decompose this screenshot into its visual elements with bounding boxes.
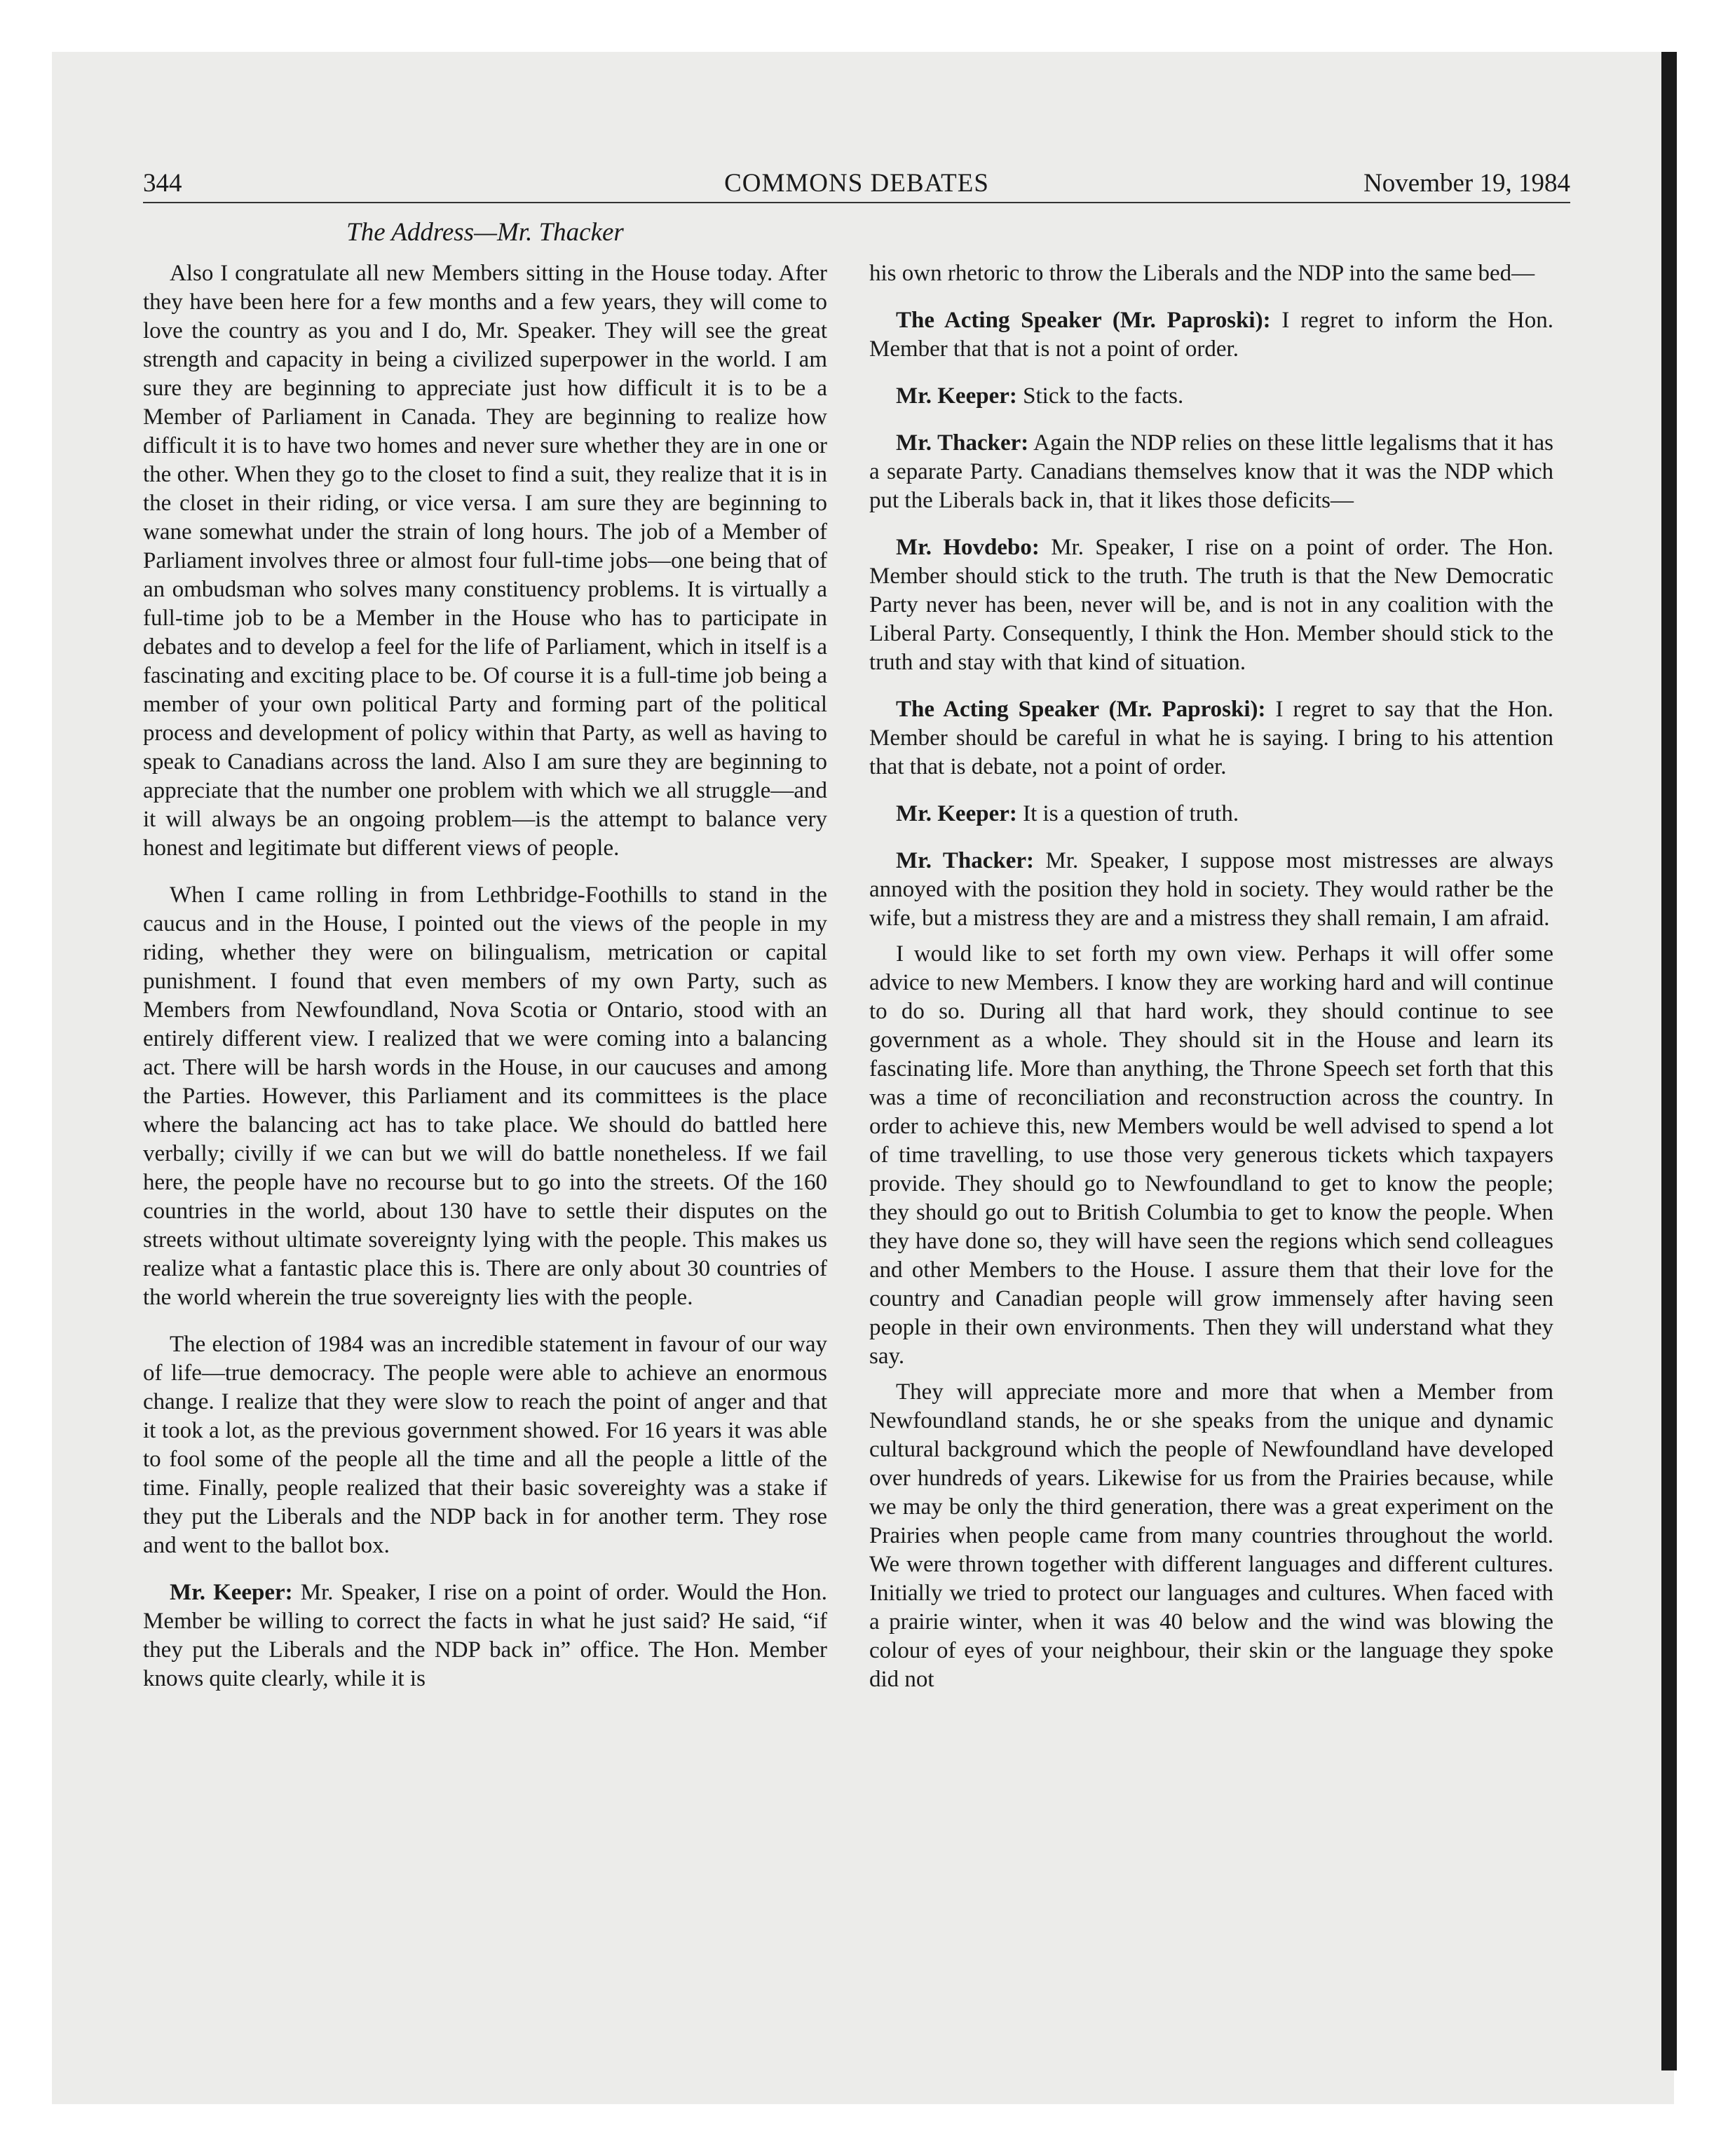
- paragraph: [869, 800, 1553, 828]
- paragraph: [143, 881, 827, 1312]
- speaker-name: Mr. Hovdebo:: [896, 535, 1040, 560]
- paragraph-text: Mr. Speaker, I suppose most mistresses are always annoyed with the position they hold in society. They would rather be the wife, but a mistress they are and a mistress they shall remain, I am afraid.: [869, 848, 1553, 931]
- paragraph: [869, 940, 1553, 1371]
- paragraph: [143, 259, 827, 863]
- speaker-name: Mr. Keeper:: [170, 1580, 293, 1605]
- paragraph-text: Again the NDP relies on these little legalisms that it has a separate Party. Canadians themselves know that it was the NDP which put the Liberals back in, that it likes those deficits—: [869, 430, 1553, 513]
- speaker-name: Mr. Keeper:: [896, 801, 1017, 826]
- paragraph-text: The election of 1984 was an incredible statement in favour of our way of life—true democracy. The people were able to achieve an enormous change. I realize that they were slow to reach the point of anger and that it took a lot, as the previous government showed. For 16 years it was able to fool some of the people all the time and all the people a little of the time. Finally, people realized that their basic sovereighty was a stake if they put the Liberals and the NDP back in for another term. They rose and went to the ballot box.: [143, 1332, 827, 1558]
- publication-title: COMMONS DEBATES: [724, 169, 989, 198]
- running-head: The Address—Mr. Thacker: [346, 218, 624, 247]
- paragraph: [143, 1578, 827, 1693]
- paragraph: [869, 259, 1553, 288]
- paragraph-text: Also I congratulate all new Members sitting in the House today. After they have been here for a few months and a few years, they will come to love the country as you and I do, Mr. Speaker. They will see the great strength and capacity in being a civilized superpower in the world. I am sure they are beginning to appreciate just how difficult it is to be a Member of Parliament in Canada. They are beginning to realize how difficult it is to have two homes and never sure whether they are in one or the other. When they go to the closet to find a suit, they realize that it is in the closet in their riding, or vice versa. I am sure they are beginning to wane somewhat under the strain of long hours. The job of a Member of Parliament involves three or almost four full-time jobs—one being that of an ombudsman who solves many constituency problems. It is virtually a full-time job to be a Member in the House who has to participate in debates and to develop a feel for the life of Parliament, which in itself is a fascinating and exciting place to be. Of course it is a full-time job being a member of your own political Party and forming part of the political process and development of policy within that Party, as well as having to speak to Canadians across the land. Also I am sure they are beginning to appreciate that the number one problem with which we all struggle—and it will always be an ongoing problem—is the attempt to balance very honest and legitimate but different views of people.: [143, 261, 827, 861]
- paragraph: [869, 1378, 1553, 1694]
- scan-edge-shadow: [1661, 52, 1677, 2070]
- paragraph: [869, 695, 1553, 782]
- paragraph: [869, 533, 1553, 677]
- publication-date: November 19, 1984: [1363, 169, 1570, 198]
- paragraph: [869, 382, 1553, 411]
- speaker-name: The Acting Speaker (Mr. Paproski):: [896, 697, 1266, 722]
- left-column: [143, 259, 827, 1712]
- paragraph-text: Mr. Speaker, I rise on a point of order. Would the Hon. Member be willing to correct the facts in what he just said? He said, “if they put the Liberals and the NDP back in” office. The Hon. Member knows quite clearly, while it is: [143, 1580, 827, 1691]
- right-column: [869, 259, 1553, 1701]
- page-number: 344: [143, 169, 182, 198]
- speaker-name: Mr. Thacker:: [896, 848, 1035, 873]
- paragraph-text: I would like to set forth my own view. Perhaps it will offer some advice to new Members. I know they are working hard and will continue to do so. During all that hard work, they should continue to see government as a whole. They should sit in the House and learn its fascinating life. More than anything, the Throne Speech set forth that this was a time of reconciliation and reconstruction across the country. In order to achieve this, new Members would be well advised to spend a lot of time travelling, to use those very generous tickets which taxpayers provide. They should go to Newfoundland to get to know the people; they should go out to British Columbia to get to know the people. When they have done so, they will have seen the regions which send colleagues and other Members to the House. I assure them that their love for the country and Canadian people will grow immensely after having seen people in their own environments. Then they will understand what they say.: [869, 941, 1553, 1369]
- paragraph-text: I regret to inform the Hon. Member that that is not a point of order.: [869, 308, 1554, 362]
- paragraph-text: They will appreciate more and more that when a Member from Newfoundland stands, he or she speaks from the unique and dynamic cultural background which the people of Newfoundland have developed over hundreds of years. Likewise for us from the Prairies because, while we may be only the third generation, there was a great experiment on the Prairies when people came from many countries throughout the world. We were thrown together with different languages and different cultures. Initially we tried to protect our languages and cultures. When faced with a prairie winter, when it was 40 below and the wind was blowing the colour of eyes of your neighbour, their skin or the language they spoke did not: [869, 1379, 1553, 1692]
- paragraph: [869, 429, 1553, 515]
- speaker-name: The Acting Speaker (Mr. Paproski):: [896, 308, 1271, 333]
- page-header: [143, 168, 1570, 205]
- paragraph: [869, 847, 1553, 933]
- paragraph-text: When I came rolling in from Lethbridge-Foothills to stand in the caucus and in the House, I pointed out the views of the people in my riding, whether they were on bilingualism, metrication or capital punishment. I found that even members of my own Party, such as Members from Newfoundland, Nova Scotia or Ontario, stood with an entirely different view. I realized that we were coming into a balancing act. There will be harsh words in the House, in our caucuses and among the Parties. However, this Parliament and its committees is the place where the balancing act has to take place. We should do battled here verbally; civilly if we can but we will do battle nonetheless. If we fail here, the people have no recourse but to go into the streets. Of the 160 countries in the world, about 130 have to settle their disputes on the streets without ultimate sovereignty lying with the people. This makes us realize what a fantastic place this is. There are only about 30 countries of the world wherein the true sovereignty lies with the people.: [143, 882, 827, 1310]
- header-rule: [143, 202, 1570, 203]
- paragraph-text: Mr. Speaker, I rise on a point of order. The Hon. Member should stick to the truth. The truth is that the New Democratic Party never has been, never will be, and is not in any coalition with the Liberal Party. Consequently, I think the Hon. Member should stick to the truth and stay with that kind of situation.: [869, 535, 1553, 675]
- paragraph: [143, 1330, 827, 1560]
- speaker-name: Mr. Thacker:: [896, 430, 1029, 456]
- speaker-name: Mr. Keeper:: [896, 383, 1017, 409]
- paragraph-text: his own rhetoric to throw the Liberals and the NDP into the same bed—: [869, 261, 1535, 286]
- paragraph-text: Stick to the facts.: [1016, 383, 1184, 409]
- paragraph-text: It is a question of truth.: [1016, 801, 1239, 826]
- paragraph-text: I regret to say that the Hon. Member should be careful in what he is saying. I bring to his attention that that is debate, not a point of order.: [869, 697, 1554, 779]
- paragraph: [869, 306, 1553, 364]
